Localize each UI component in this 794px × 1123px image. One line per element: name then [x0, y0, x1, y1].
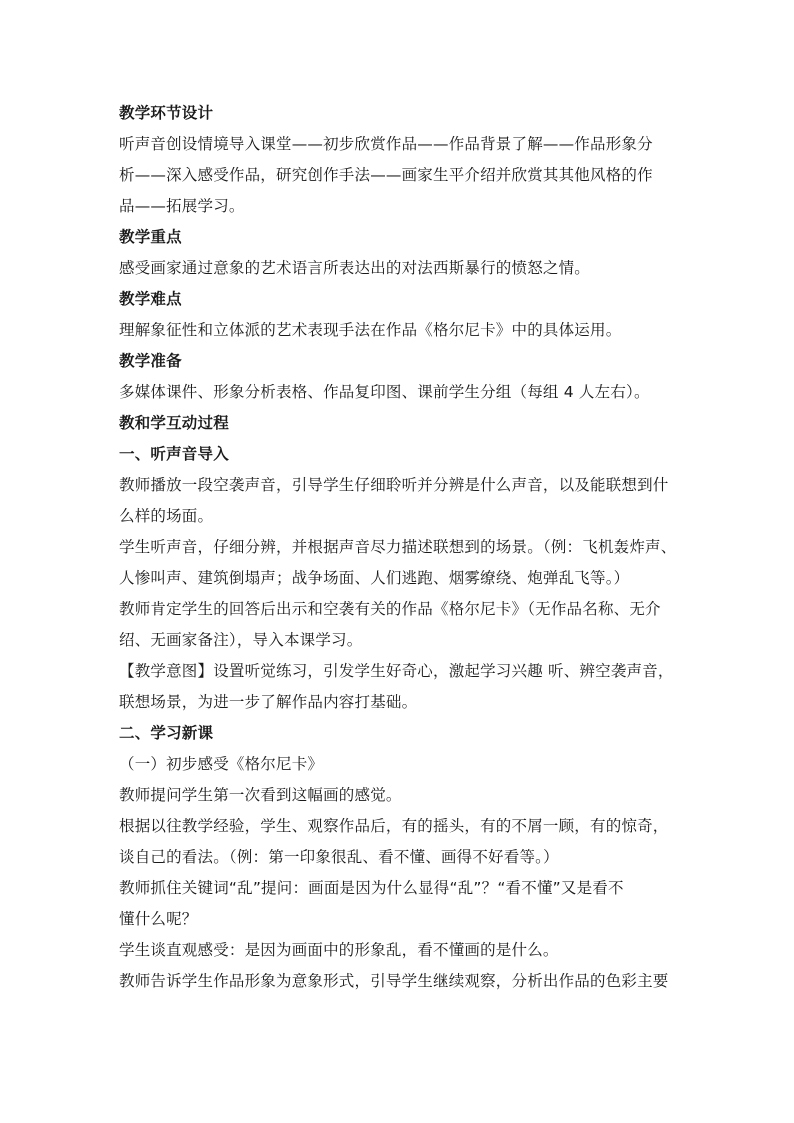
body-text-line: 学生谈直观感受：是因为画面中的形象乱，看不懂画的是什么。 [119, 941, 559, 959]
section-heading: 教学难点 [119, 290, 182, 308]
section-heading: 二、学习新课 [119, 724, 214, 742]
body-text-line: 谈自己的看法。（例：第一印象很乱、看不懂、画得不好看等。） [119, 848, 559, 866]
body-text-line: 懂什么呢？ [119, 910, 198, 928]
body-text-line: 多媒体课件、形象分析表格、作品复印图、课前学生分组（每组 4 人左右）。 [119, 383, 650, 401]
body-text-line: 析——深入感受作品，研究创作手法——画家生平介绍并欣赏其其他风格的作 [119, 166, 653, 184]
body-text-line: 教师提问学生第一次看到这幅画的感觉。 [119, 786, 402, 804]
body-text-line: 品——拓展学习。 [119, 197, 245, 215]
body-text-line: 联想场景，为进一步了解作品内容打基础。 [119, 693, 418, 711]
body-text-line: 听声音创设情境导入课堂——初步欣赏作品——作品背景了解——作品形象分 [119, 135, 653, 153]
body-text-line: 教师播放一段空袭声音，引导学生仔细聆听并分辨是什么声音，以及能联想到什 [119, 476, 669, 494]
body-text-line: 么样的场面。 [119, 507, 214, 525]
body-text-line: 人惨叫声、建筑倒塌声；战争场面、人们逃跑、烟雾缭绕、炮弹乱飞等。） [119, 569, 630, 587]
body-text-line: 理解象征性和立体派的艺术表现手法在作品《格尔尼卡》中的具体运用。 [119, 321, 622, 339]
section-heading: 教学环节设计 [119, 104, 214, 122]
document-body [119, 98, 679, 997]
section-heading: 教学准备 [119, 352, 182, 370]
body-text-line: 绍、无画家备注），导入本课学习。 [119, 631, 363, 649]
body-text-line: 教师告诉学生作品形象为意象形式，引导学生继续观察，分析出作品的色彩主要 [119, 972, 669, 990]
body-text-line: 感受画家通过意象的艺术语言所表达出的对法西斯暴行的愤怒之情。 [119, 259, 591, 277]
section-heading: 教和学互动过程 [119, 414, 229, 432]
body-text-line: 学生听声音，仔细分辨，并根据声音尽力描述联想到的场景。（例：飞机轰炸声、 [119, 538, 677, 556]
section-heading: 一、听声音导入 [119, 445, 229, 463]
body-text-line: （一）初步感受《格尔尼卡》 [119, 755, 324, 773]
body-text-line: 根据以往教学经验，学生、观察作品后，有的摇头，有的不屑一顾，有的惊奇， [119, 817, 669, 835]
body-text-line: 教师肯定学生的回答后出示和空袭有关的作品《格尔尼卡》（无作品名称、无介 [119, 600, 661, 618]
section-heading: 教学重点 [119, 228, 182, 246]
body-text-line: 【教学意图】设置听觉练习，引发学生好奇心，激起学习兴趣 听、辨空袭声音， [119, 662, 674, 680]
body-text-line: 教师抓住关键词“乱”提问：画面是因为什么显得“乱”？“看不懂”又是看不 [119, 879, 624, 897]
